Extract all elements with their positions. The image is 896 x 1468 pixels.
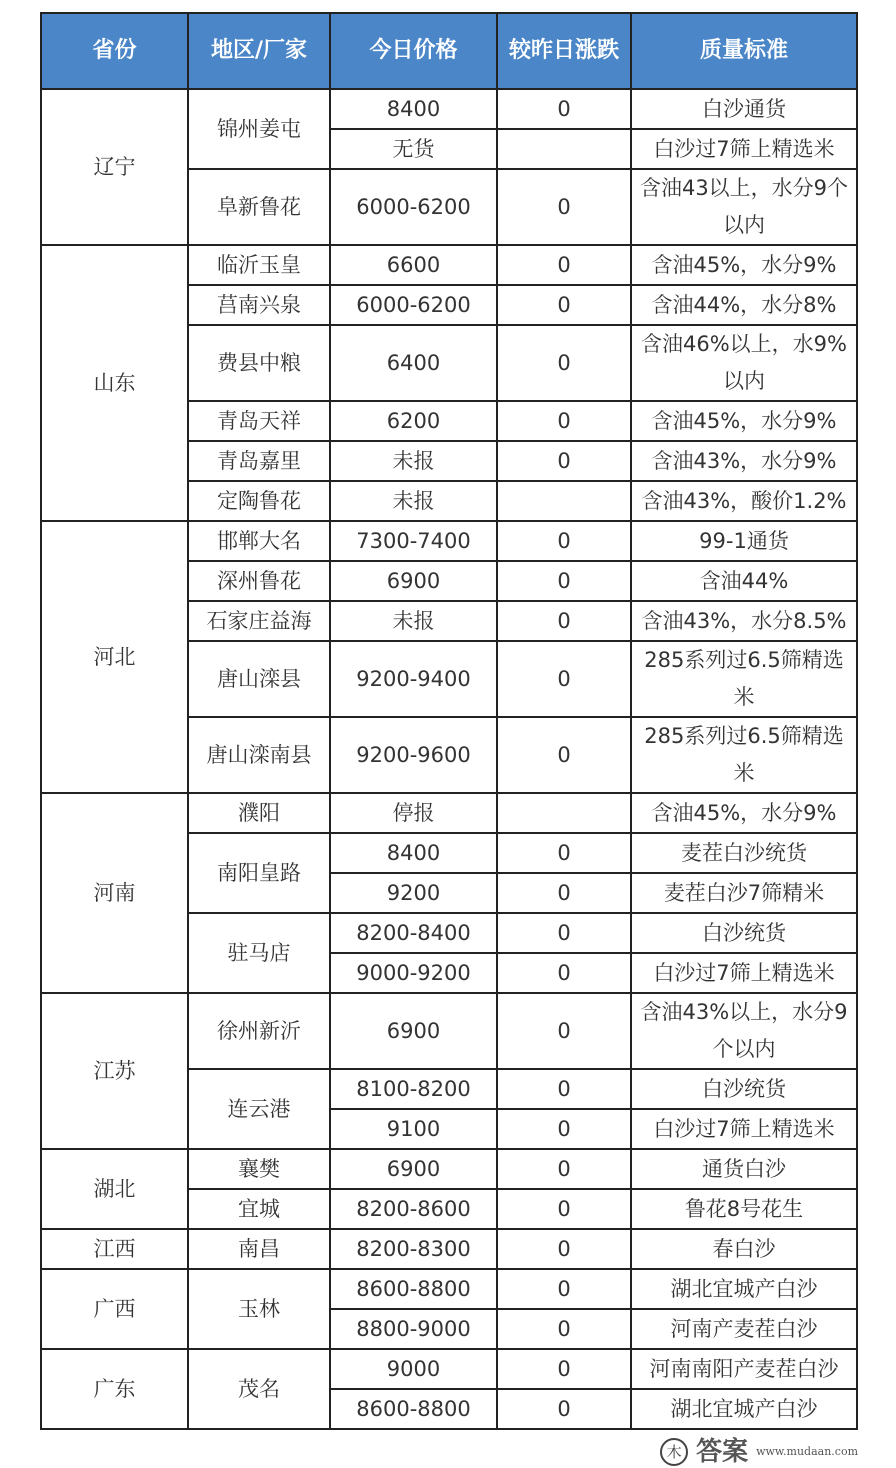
change-cell: 0 [497, 601, 631, 641]
header-row [41, 13, 857, 89]
price-cell: 6200 [330, 401, 497, 441]
price-cell: 未报 [330, 601, 497, 641]
price-cell: 未报 [330, 441, 497, 481]
region-cell: 玉林 [188, 1269, 330, 1349]
table-row [41, 245, 857, 285]
price-cell: 8200-8400 [330, 913, 497, 953]
quality-cell: 白沙统货 [631, 1069, 857, 1109]
quality-cell: 白沙过7筛上精选米 [631, 1109, 857, 1149]
change-cell: 0 [497, 1109, 631, 1149]
change-cell: 0 [497, 325, 631, 401]
change-cell: 0 [497, 1309, 631, 1349]
quality-cell: 含油44% [631, 561, 857, 601]
watermark-text: 答案 [696, 1437, 749, 1467]
region-cell: 莒南兴泉 [188, 285, 330, 325]
watermark-url: www.mudaan.com [756, 1445, 858, 1458]
price-cell: 6900 [330, 993, 497, 1069]
province-cell: 湖北 [41, 1149, 188, 1229]
table-row [41, 1269, 857, 1309]
quality-cell: 含油45%，水分9% [631, 401, 857, 441]
price-cell: 8600-8800 [330, 1389, 497, 1429]
region-cell: 临沂玉皇 [188, 245, 330, 285]
price-cell: 8600-8800 [330, 1269, 497, 1309]
quality-cell: 河南产麦茬白沙 [631, 1309, 857, 1349]
province-cell: 江苏 [41, 993, 188, 1149]
quality-cell: 含油43%，水分8.5% [631, 601, 857, 641]
quality-cell: 285系列过6.5筛精选米 [631, 641, 857, 717]
table-row [41, 521, 857, 561]
table-row [41, 793, 857, 833]
change-cell: 0 [497, 1349, 631, 1389]
quality-cell: 河南南阳产麦茬白沙 [631, 1349, 857, 1389]
change-cell: 0 [497, 1269, 631, 1309]
price-cell: 6000-6200 [330, 169, 497, 245]
price-cell: 9200-9600 [330, 717, 497, 793]
change-cell: 0 [497, 1069, 631, 1109]
region-cell: 唐山滦县 [188, 641, 330, 717]
change-cell: 0 [497, 913, 631, 953]
region-cell: 宜城 [188, 1189, 330, 1229]
province-cell: 江西 [41, 1229, 188, 1269]
quality-cell: 白沙过7筛上精选米 [631, 953, 857, 993]
price-cell: 8200-8300 [330, 1229, 497, 1269]
province-cell: 广西 [41, 1269, 188, 1349]
table-row [41, 1149, 857, 1189]
region-cell: 连云港 [188, 1069, 330, 1149]
price-cell: 6000-6200 [330, 285, 497, 325]
price-cell: 8100-8200 [330, 1069, 497, 1109]
region-cell: 定陶鲁花 [188, 481, 330, 521]
quality-cell: 含油43以上，水分9个以内 [631, 169, 857, 245]
region-cell: 费县中粮 [188, 325, 330, 401]
table-row [41, 1349, 857, 1389]
price-cell: 6600 [330, 245, 497, 285]
region-cell: 青岛天祥 [188, 401, 330, 441]
quality-cell: 通货白沙 [631, 1149, 857, 1189]
region-cell: 深州鲁花 [188, 561, 330, 601]
change-cell: 0 [497, 169, 631, 245]
price-cell: 9200-9400 [330, 641, 497, 717]
price-cell: 无货 [330, 129, 497, 169]
region-cell: 阜新鲁花 [188, 169, 330, 245]
change-cell: 0 [497, 953, 631, 993]
quality-cell: 含油44%，水分8% [631, 285, 857, 325]
change-cell: 0 [497, 561, 631, 601]
price-cell: 8200-8600 [330, 1189, 497, 1229]
price-cell: 6400 [330, 325, 497, 401]
region-cell: 南阳皇路 [188, 833, 330, 913]
price-cell: 8400 [330, 89, 497, 129]
header-region: 地区/厂家 [188, 13, 330, 89]
region-cell: 茂名 [188, 1349, 330, 1429]
header-province: 省份 [41, 13, 188, 89]
price-cell: 停报 [330, 793, 497, 833]
table-row [41, 1229, 857, 1269]
change-cell: 0 [497, 441, 631, 481]
header-change: 较昨日涨跌 [497, 13, 631, 89]
change-cell: 0 [497, 873, 631, 913]
peanut-price-table [40, 12, 858, 1430]
region-cell: 南昌 [188, 1229, 330, 1269]
quality-cell: 春白沙 [631, 1229, 857, 1269]
change-cell: 0 [497, 1229, 631, 1269]
price-cell: 8400 [330, 833, 497, 873]
quality-cell: 麦茬白沙7筛精米 [631, 873, 857, 913]
price-cell: 9000-9200 [330, 953, 497, 993]
change-cell: 0 [497, 285, 631, 325]
price-cell: 8800-9000 [330, 1309, 497, 1349]
change-cell: 0 [497, 1389, 631, 1429]
province-cell: 辽宁 [41, 89, 188, 245]
price-cell: 未报 [330, 481, 497, 521]
change-cell: 0 [497, 993, 631, 1069]
change-cell: 0 [497, 89, 631, 129]
change-cell: 0 [497, 717, 631, 793]
quality-cell: 白沙过7筛上精选米 [631, 129, 857, 169]
quality-cell: 285系列过6.5筛精选米 [631, 717, 857, 793]
quality-cell: 白沙统货 [631, 913, 857, 953]
region-cell: 锦州姜屯 [188, 89, 330, 169]
table-row [41, 89, 857, 129]
region-cell: 濮阳 [188, 793, 330, 833]
price-cell: 9000 [330, 1349, 497, 1389]
change-cell [497, 793, 631, 833]
change-cell: 0 [497, 521, 631, 561]
header-quality: 质量标准 [631, 13, 857, 89]
quality-cell: 含油46%以上，水9%以内 [631, 325, 857, 401]
price-cell: 6900 [330, 561, 497, 601]
quality-cell: 白沙通货 [631, 89, 857, 129]
province-cell: 河北 [41, 521, 188, 793]
province-cell: 山东 [41, 245, 188, 521]
quality-cell: 含油43%，水分9% [631, 441, 857, 481]
region-cell: 襄樊 [188, 1149, 330, 1189]
region-cell: 徐州新沂 [188, 993, 330, 1069]
quality-cell: 湖北宜城产白沙 [631, 1389, 857, 1429]
price-cell: 9100 [330, 1109, 497, 1149]
watermark-logo-icon: 木 [660, 1438, 688, 1466]
quality-cell: 麦茬白沙统货 [631, 833, 857, 873]
change-cell [497, 129, 631, 169]
quality-cell: 含油43%，酸价1.2% [631, 481, 857, 521]
region-cell: 青岛嘉里 [188, 441, 330, 481]
region-cell: 石家庄益海 [188, 601, 330, 641]
watermark [660, 1436, 858, 1468]
province-cell: 河南 [41, 793, 188, 993]
price-cell: 9200 [330, 873, 497, 913]
change-cell: 0 [497, 401, 631, 441]
province-cell: 广东 [41, 1349, 188, 1429]
change-cell: 0 [497, 833, 631, 873]
quality-cell: 鲁花8号花生 [631, 1189, 857, 1229]
table-row [41, 993, 857, 1069]
quality-cell: 99-1通货 [631, 521, 857, 561]
change-cell: 0 [497, 245, 631, 285]
change-cell [497, 481, 631, 521]
region-cell: 唐山滦南县 [188, 717, 330, 793]
region-cell: 邯郸大名 [188, 521, 330, 561]
quality-cell: 含油45%，水分9% [631, 793, 857, 833]
price-cell: 7300-7400 [330, 521, 497, 561]
quality-cell: 含油43%以上，水分9个以内 [631, 993, 857, 1069]
price-cell: 6900 [330, 1149, 497, 1189]
quality-cell: 湖北宜城产白沙 [631, 1269, 857, 1309]
region-cell: 驻马店 [188, 913, 330, 993]
change-cell: 0 [497, 641, 631, 717]
change-cell: 0 [497, 1189, 631, 1229]
quality-cell: 含油45%，水分9% [631, 245, 857, 285]
header-price: 今日价格 [330, 13, 497, 89]
change-cell: 0 [497, 1149, 631, 1189]
